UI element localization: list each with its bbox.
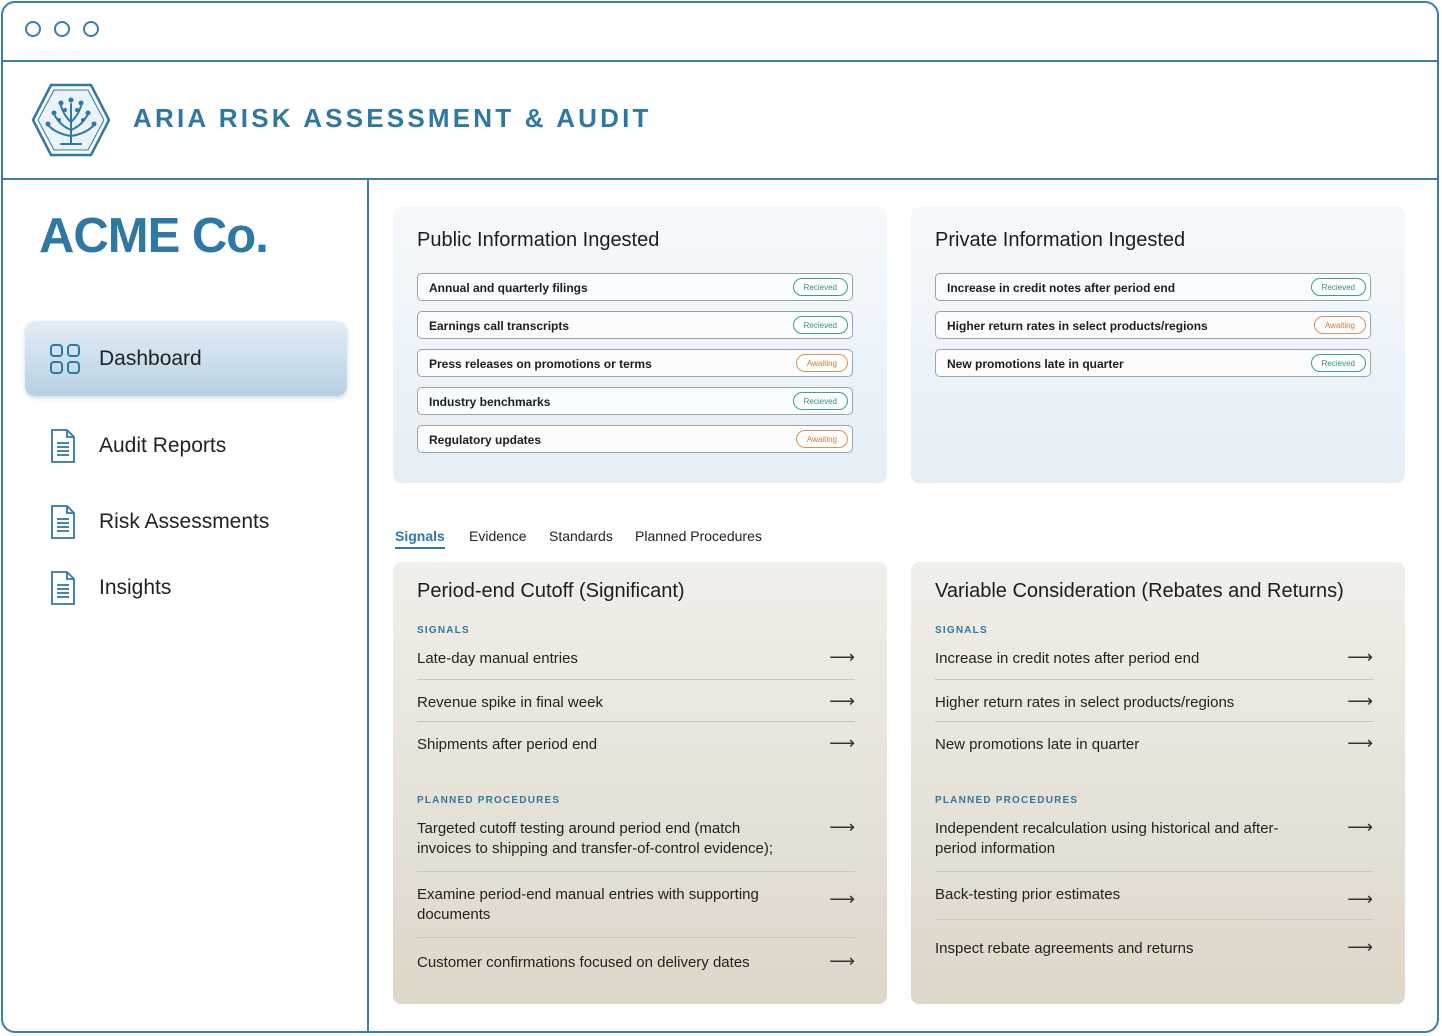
procedure-item[interactable] (935, 819, 1373, 859)
status-badge: Recieved (1311, 278, 1366, 296)
procedure-item[interactable] (935, 885, 1373, 909)
tab-evidence[interactable]: Evidence (469, 528, 527, 544)
risk-card (393, 562, 887, 1004)
public-info-card (393, 207, 887, 483)
info-row-label: Annual and quarterly filings (429, 281, 588, 295)
signal-item[interactable] (935, 649, 1373, 669)
title-bar (3, 3, 1437, 62)
sidebar-item-risk-assessments[interactable] (25, 484, 347, 559)
info-row-label: New promotions late in quarter (947, 357, 1124, 371)
divider (417, 937, 855, 938)
arrow-right-icon: ⟶ (1347, 733, 1373, 753)
procedure-item[interactable] (935, 939, 1373, 959)
status-badge: Awaiting (796, 430, 848, 448)
signal-text: Revenue spike in final week (417, 694, 603, 711)
arrow-right-icon: ⟶ (1347, 889, 1373, 909)
signal-text: Shipments after period end (417, 736, 598, 753)
tab-planned-procedures[interactable]: Planned Procedures (635, 528, 762, 544)
private-info-card (911, 207, 1405, 483)
signal-text: New promotions late in quarter (935, 736, 1140, 753)
arrow-right-icon: ⟶ (829, 889, 855, 909)
info-row[interactable] (935, 311, 1371, 339)
procedure-text: Examine period-end manual entries with supporting documents (417, 886, 759, 923)
info-row-label: Industry benchmarks (429, 395, 551, 409)
procedure-item[interactable] (417, 953, 855, 973)
arrow-right-icon: ⟶ (829, 647, 855, 667)
divider (417, 679, 855, 680)
status-badge: Awaiting (1314, 316, 1366, 334)
document-icon (49, 504, 77, 540)
window-close-dot[interactable] (25, 21, 41, 37)
info-row-label: Increase in credit notes after period end (947, 281, 1176, 295)
sidebar-item-label: Insights (99, 575, 172, 599)
info-row[interactable] (417, 425, 853, 453)
signal-item[interactable] (935, 693, 1373, 713)
signal-item[interactable] (417, 735, 855, 755)
status-badge: Recieved (1311, 354, 1366, 372)
arrow-right-icon: ⟶ (829, 951, 855, 971)
divider (417, 721, 855, 722)
info-row[interactable] (935, 273, 1371, 301)
info-row[interactable] (417, 273, 853, 301)
grid-icon (49, 343, 81, 375)
tree-logo-icon (31, 82, 111, 158)
document-icon (49, 570, 77, 606)
signal-text: Increase in credit notes after period end (935, 650, 1200, 667)
procedure-text: Inspect rebate agreements and returns (935, 940, 1194, 957)
signal-text: Higher return rates in select products/regions (935, 694, 1235, 711)
risk-title: Period-end Cutoff (Significant) (417, 580, 685, 602)
section-label: SIGNALS (935, 625, 988, 636)
info-row-label: Earnings call transcripts (429, 319, 570, 333)
section-label: PLANNED PROCEDURES (935, 795, 1079, 806)
sidebar-item-insights[interactable] (25, 550, 347, 625)
arrow-right-icon: ⟶ (1347, 691, 1373, 711)
signal-item[interactable] (417, 649, 855, 669)
tab-standards[interactable]: Standards (549, 528, 613, 544)
card-title: Private Information Ingested (935, 229, 1186, 251)
status-badge: Recieved (793, 278, 848, 296)
app-header (3, 62, 1437, 180)
info-row-label: Higher return rates in select products/regions (947, 319, 1208, 333)
signal-text: Late-day manual entries (417, 650, 578, 667)
app-window (1, 1, 1439, 1033)
divider (935, 679, 1373, 680)
info-row[interactable] (417, 349, 853, 377)
arrow-right-icon: ⟶ (1347, 817, 1373, 837)
status-badge: Awaiting (796, 354, 848, 372)
sidebar-item-label: Risk Assessments (99, 509, 270, 533)
info-row-label: Regulatory updates (429, 433, 542, 447)
status-badge: Recieved (793, 392, 848, 410)
sidebar-item-dashboard[interactable] (25, 321, 347, 396)
sidebar-item-label: Audit Reports (99, 433, 227, 457)
signal-item[interactable] (417, 693, 855, 713)
company-name: ACME Co. (39, 209, 268, 263)
card-title: Public Information Ingested (417, 229, 660, 251)
risk-card (911, 562, 1405, 1004)
section-label: PLANNED PROCEDURES (417, 795, 561, 806)
status-badge: Recieved (793, 316, 848, 334)
signal-item[interactable] (935, 735, 1373, 755)
divider (935, 871, 1373, 872)
sidebar-item-label: Dashboard (99, 346, 202, 370)
risk-title: Variable Consideration (Rebates and Returns) (935, 580, 1344, 602)
window-minimize-dot[interactable] (54, 21, 70, 37)
divider (417, 871, 855, 872)
procedure-text: Customer confirmations focused on delivery dates (417, 954, 750, 971)
info-row[interactable] (417, 311, 853, 339)
procedure-text: Independent recalculation using historical and after-period information (935, 820, 1279, 857)
divider (935, 919, 1373, 920)
procedure-text: Back-testing prior estimates (935, 886, 1121, 903)
tab-signals[interactable]: Signals (395, 528, 445, 549)
window-maximize-dot[interactable] (83, 21, 99, 37)
sidebar-item-audit-reports[interactable] (25, 408, 347, 483)
document-icon (49, 428, 77, 464)
divider (935, 721, 1373, 722)
arrow-right-icon: ⟶ (829, 817, 855, 837)
info-row[interactable] (417, 387, 853, 415)
arrow-right-icon: ⟶ (829, 691, 855, 711)
procedure-item[interactable] (417, 819, 855, 859)
sidebar (3, 178, 369, 1031)
info-row-label: Press releases on promotions or terms (429, 357, 652, 371)
arrow-right-icon: ⟶ (829, 733, 855, 753)
app-title: ARIA RISK ASSESSMENT & AUDIT (133, 103, 652, 133)
procedure-item[interactable] (417, 885, 855, 925)
main-content (369, 178, 1437, 1031)
arrow-right-icon: ⟶ (1347, 937, 1373, 957)
procedure-text: Targeted cutoff testing around period end (match invoices to shipping and transfer-of-control evidence); (417, 820, 774, 857)
arrow-right-icon: ⟶ (1347, 647, 1373, 667)
section-label: SIGNALS (417, 625, 470, 636)
info-row[interactable] (935, 349, 1371, 377)
